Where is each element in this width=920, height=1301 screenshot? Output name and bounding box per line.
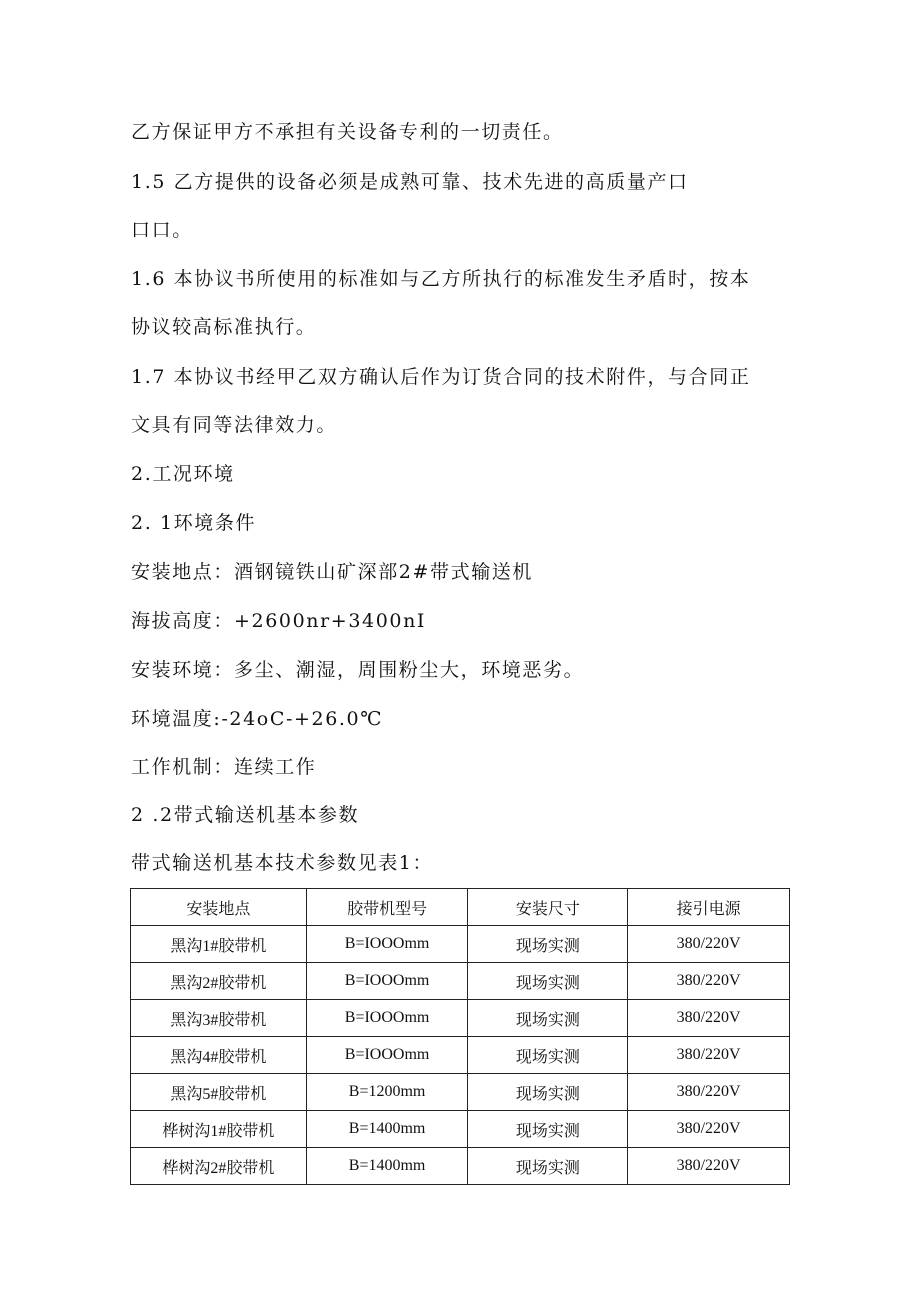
cell-size: 现场实测 <box>468 1074 628 1111</box>
clause-1-7-continued: 文具有同等法律效力。 <box>131 414 338 436</box>
cell-size: 现场实测 <box>468 963 628 1000</box>
cell-power: 380/220V <box>628 1000 790 1037</box>
section-2-1-heading: 2. 1环境条件 <box>131 512 257 534</box>
altitude: 海拔高度：+2600nr+3400nI <box>131 610 427 632</box>
cell-location: 桦树沟1#胶带机 <box>131 1111 307 1148</box>
table-row <box>131 1148 790 1185</box>
cell-size: 现场实测 <box>468 1000 628 1037</box>
cell-model: B=1200mm <box>306 1074 468 1111</box>
clause-1-5-continued: 口口。 <box>131 219 193 241</box>
ambient-temperature: 环境温度:-24oC-+26.0℃ <box>131 708 384 730</box>
clause-1-7: 1.7 本协议书经甲乙双方确认后作为订货合同的技术附件，与合同正 <box>131 366 751 388</box>
cell-power: 380/220V <box>628 1148 790 1185</box>
cell-power: 380/220V <box>628 1037 790 1074</box>
cell-model: B=1400mm <box>306 1148 468 1185</box>
table-header-row <box>131 889 790 926</box>
table-row <box>131 1037 790 1074</box>
cell-model: B=IOOOmm <box>306 1000 468 1037</box>
table-row <box>131 1074 790 1111</box>
table-row <box>131 926 790 963</box>
clause-1-6: 1.6 本协议书所使用的标准如与乙方所执行的标准发生矛盾时，按本 <box>131 268 751 290</box>
cell-location: 桦树沟2#胶带机 <box>131 1148 307 1185</box>
cell-power: 380/220V <box>628 926 790 963</box>
cell-model: B=IOOOmm <box>306 926 468 963</box>
cell-size: 现场实测 <box>468 926 628 963</box>
header-power-supply: 接引电源 <box>628 889 790 926</box>
table-reference: 带式输送机基本技术参数见表1： <box>131 852 434 874</box>
conveyor-parameters-table <box>130 888 790 1185</box>
cell-size: 现场实测 <box>468 1037 628 1074</box>
cell-power: 380/220V <box>628 1111 790 1148</box>
cell-size: 现场实测 <box>468 1111 628 1148</box>
cell-location: 黑沟4#胶带机 <box>131 1037 307 1074</box>
table-row <box>131 1111 790 1148</box>
table-row <box>131 1000 790 1037</box>
cell-model: B=1400mm <box>306 1111 468 1148</box>
clause-1-5: 1.5 乙方提供的设备必须是成熟可靠、技术先进的高质量产口 <box>131 171 689 193</box>
cell-location: 黑沟5#胶带机 <box>131 1074 307 1111</box>
cell-location: 黑沟2#胶带机 <box>131 963 307 1000</box>
cell-model: B=IOOOmm <box>306 1037 468 1074</box>
install-location: 安装地点：酒钢镜铁山矿深部2#带式输送机 <box>131 561 534 583</box>
section-2-heading: 2.工况环境 <box>131 463 235 485</box>
section-2-2-heading: 2 .2带式输送机基本参数 <box>131 804 360 826</box>
header-install-size: 安装尺寸 <box>468 889 628 926</box>
header-install-location: 安装地点 <box>131 889 307 926</box>
cell-location: 黑沟1#胶带机 <box>131 926 307 963</box>
cell-location: 黑沟3#胶带机 <box>131 1000 307 1037</box>
table-row <box>131 963 790 1000</box>
work-regime: 工作机制：连续工作 <box>131 756 317 778</box>
cell-power: 380/220V <box>628 1074 790 1111</box>
cell-model: B=IOOOmm <box>306 963 468 1000</box>
install-environment: 安装环境：多尘、潮湿，周围粉尘大，环境恶劣。 <box>131 659 585 681</box>
header-belt-model: 胶带机型号 <box>306 889 468 926</box>
cell-size: 现场实测 <box>468 1148 628 1185</box>
paragraph-patent-liability: 乙方保证甲方不承担有关设备专利的一切责任。 <box>131 121 564 143</box>
cell-power: 380/220V <box>628 963 790 1000</box>
clause-1-6-continued: 协议较高标准执行。 <box>131 316 317 338</box>
